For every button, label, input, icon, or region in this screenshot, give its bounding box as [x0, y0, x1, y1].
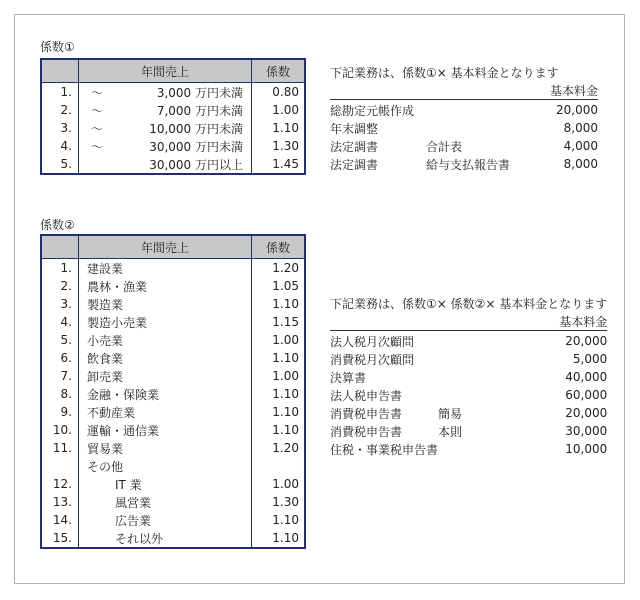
row-industry: 小売業	[87, 333, 124, 348]
row-tilde: ～	[91, 121, 104, 136]
row-number: 14.	[41, 511, 79, 529]
fee-name: 法人税月次顧問	[330, 334, 415, 349]
fee-row	[330, 404, 607, 422]
row-number: 1.	[41, 259, 79, 278]
table-row	[41, 403, 305, 421]
row-coefficient: 0.80	[252, 83, 306, 102]
row-coefficient	[252, 457, 306, 475]
fee-name: 年末調整	[330, 121, 379, 136]
row-number: 2.	[41, 277, 79, 295]
row-tilde: ～	[91, 139, 104, 154]
fee-row	[330, 386, 607, 404]
row-number: 6.	[41, 349, 79, 367]
fee-name: 住税・事業税申告書	[330, 442, 439, 457]
table2-label: 係数②	[40, 218, 75, 232]
row-coefficient: 1.10	[252, 421, 306, 439]
table-row	[41, 493, 305, 511]
fee-header-row	[330, 313, 607, 331]
fee-sub	[438, 440, 542, 458]
row-number: 5.	[41, 331, 79, 349]
fee-name: 消費税月次顧問	[330, 352, 415, 367]
row-number: 4.	[41, 313, 79, 331]
fee-row	[330, 137, 598, 155]
fee-name: 消費税申告書	[330, 406, 403, 421]
row-coefficient: 1.30	[252, 493, 306, 511]
row-industry: 不動産業	[87, 405, 136, 420]
fee-header-blank	[330, 82, 426, 100]
table-row	[41, 277, 305, 295]
fee-header-blank	[426, 82, 530, 100]
fee-price: 20,000	[565, 406, 608, 420]
row-industry: 運輸・通信業	[87, 423, 160, 438]
row-number: 5.	[41, 155, 79, 174]
row-coefficient: 1.00	[252, 101, 306, 119]
fee-header-blank	[330, 313, 438, 331]
fee-row	[330, 440, 607, 458]
header-sales: 年間売上	[79, 235, 252, 259]
table-row	[41, 349, 305, 367]
fee-sub: 本則	[438, 424, 463, 439]
row-number: 4.	[41, 137, 79, 155]
row-coefficient: 1.00	[252, 331, 306, 349]
table-row	[41, 101, 305, 119]
row-number: 2.	[41, 101, 79, 119]
table-row	[41, 439, 305, 457]
row-number	[41, 457, 79, 475]
row-number: 3.	[41, 119, 79, 137]
row-tilde	[79, 155, 132, 174]
fee-row	[330, 119, 598, 137]
header-num	[41, 235, 79, 259]
fee-name: 総勘定元帳作成	[330, 103, 415, 118]
table-row	[41, 385, 305, 403]
fee-price: 8,000	[563, 157, 598, 171]
fee-name: 法定調書	[330, 157, 379, 172]
row-number: 13.	[41, 493, 79, 511]
row-industry: 飲食業	[87, 351, 124, 366]
row-number: 10.	[41, 421, 79, 439]
header-coef: 係数	[252, 59, 306, 83]
fee-table-1	[330, 62, 598, 173]
row-number: 15.	[41, 529, 79, 548]
fee-row	[330, 350, 607, 368]
fee-sub	[438, 331, 542, 351]
row-coefficient: 1.00	[252, 475, 306, 493]
row-sales-range: 7,000 万円未満	[156, 103, 243, 118]
fee-row	[330, 331, 607, 351]
row-coefficient: 1.05	[252, 277, 306, 295]
fee-name: 消費税申告書	[330, 424, 403, 439]
table-row	[41, 259, 305, 278]
fee-price: 8,000	[563, 121, 598, 135]
row-coefficient: 1.10	[252, 403, 306, 421]
fee-name: 法定調書	[330, 139, 379, 154]
fee-title: 下記業務は、係数①× 基本料金となります	[330, 65, 559, 80]
other-label: その他	[87, 459, 124, 474]
row-coefficient: 1.00	[252, 367, 306, 385]
header-coef: 係数	[252, 235, 306, 259]
table-row	[41, 421, 305, 439]
table-row	[41, 511, 305, 529]
fee-price: 30,000	[565, 424, 608, 438]
fee-row	[330, 422, 607, 440]
fee-sub	[438, 368, 542, 386]
row-sales-range: 30,000 万円未満	[149, 139, 243, 154]
fee-row	[330, 155, 598, 173]
fee-price: 10,000	[565, 442, 608, 456]
fee-price-header: 基本料金	[530, 82, 598, 100]
table-row	[41, 295, 305, 313]
row-number: 12.	[41, 475, 79, 493]
row-number: 9.	[41, 403, 79, 421]
fee-sub	[438, 350, 542, 368]
row-number: 8.	[41, 385, 79, 403]
row-number: 7.	[41, 367, 79, 385]
fee-sub	[426, 119, 530, 137]
table-row	[41, 475, 305, 493]
row-tilde: ～	[91, 85, 104, 100]
fee-price: 4,000	[563, 139, 598, 153]
fee-table-2	[330, 293, 607, 458]
row-coefficient: 1.15	[252, 313, 306, 331]
fee-row	[330, 368, 607, 386]
row-coefficient: 1.10	[252, 511, 306, 529]
row-industry: 風営業	[115, 495, 152, 510]
row-industry: 製造業	[87, 297, 124, 312]
fee-sub	[438, 386, 542, 404]
coefficient1-table	[40, 58, 306, 175]
fee-price: 40,000	[565, 370, 608, 384]
row-coefficient: 1.45	[252, 155, 306, 174]
table-row	[41, 331, 305, 349]
row-industry: 建設業	[87, 261, 124, 276]
header-num	[41, 59, 79, 83]
row-industry: それ以外	[115, 531, 164, 546]
fee-sub: 合計表	[426, 139, 463, 154]
row-coefficient: 1.30	[252, 137, 306, 155]
table-row	[41, 367, 305, 385]
fee-header-row	[330, 82, 598, 100]
fee-price: 60,000	[565, 388, 608, 402]
fee-price: 5,000	[572, 352, 608, 366]
row-number: 3.	[41, 295, 79, 313]
table-row	[41, 137, 305, 155]
fee-sub: 給与支払報告書	[426, 157, 511, 172]
table-row	[41, 119, 305, 137]
row-industry: 広告業	[115, 513, 152, 528]
row-coefficient: 1.20	[252, 439, 306, 457]
table-row	[41, 155, 305, 174]
fee-header-blank	[438, 313, 542, 331]
row-industry: 製造小売業	[87, 315, 148, 330]
fee-price-header: 基本料金	[542, 313, 607, 331]
fee-name: 法人税申告書	[330, 388, 403, 403]
fee-name: 決算書	[330, 370, 367, 385]
row-sales-range: 30,000 万円以上	[149, 157, 243, 172]
coefficient2-table	[40, 234, 306, 549]
table-row-other	[41, 457, 305, 475]
table-row	[41, 529, 305, 548]
fee-title-row	[330, 62, 598, 82]
fee-sub: 簡易	[438, 406, 463, 421]
row-sales-range: 3,000 万円未満	[156, 85, 243, 100]
row-number: 1.	[41, 83, 79, 102]
row-tilde: ～	[91, 103, 104, 118]
row-industry: 卸売業	[87, 369, 124, 384]
table-row	[41, 83, 305, 102]
row-coefficient: 1.20	[252, 259, 306, 278]
row-industry: IT 業	[115, 477, 142, 492]
row-coefficient: 1.10	[252, 295, 306, 313]
row-coefficient: 1.10	[252, 349, 306, 367]
row-coefficient: 1.10	[252, 385, 306, 403]
fee-title: 下記業務は、係数①× 係数②× 基本料金となります	[330, 296, 608, 311]
fee-title-row	[330, 293, 607, 313]
fee-price: 20,000	[556, 103, 598, 117]
row-number: 11.	[41, 439, 79, 457]
header-sales: 年間売上	[79, 59, 252, 83]
row-industry: 農林・漁業	[87, 279, 148, 294]
row-coefficient: 1.10	[252, 119, 306, 137]
fee-price: 20,000	[565, 334, 608, 348]
row-sales-range: 10,000 万円未満	[149, 121, 243, 136]
row-industry: 貿易業	[87, 441, 124, 456]
table1-label: 係数①	[40, 40, 75, 54]
table-row	[41, 313, 305, 331]
row-industry: 金融・保険業	[87, 387, 160, 402]
fee-row	[330, 100, 598, 120]
fee-sub	[426, 100, 530, 120]
row-coefficient: 1.10	[252, 529, 306, 548]
